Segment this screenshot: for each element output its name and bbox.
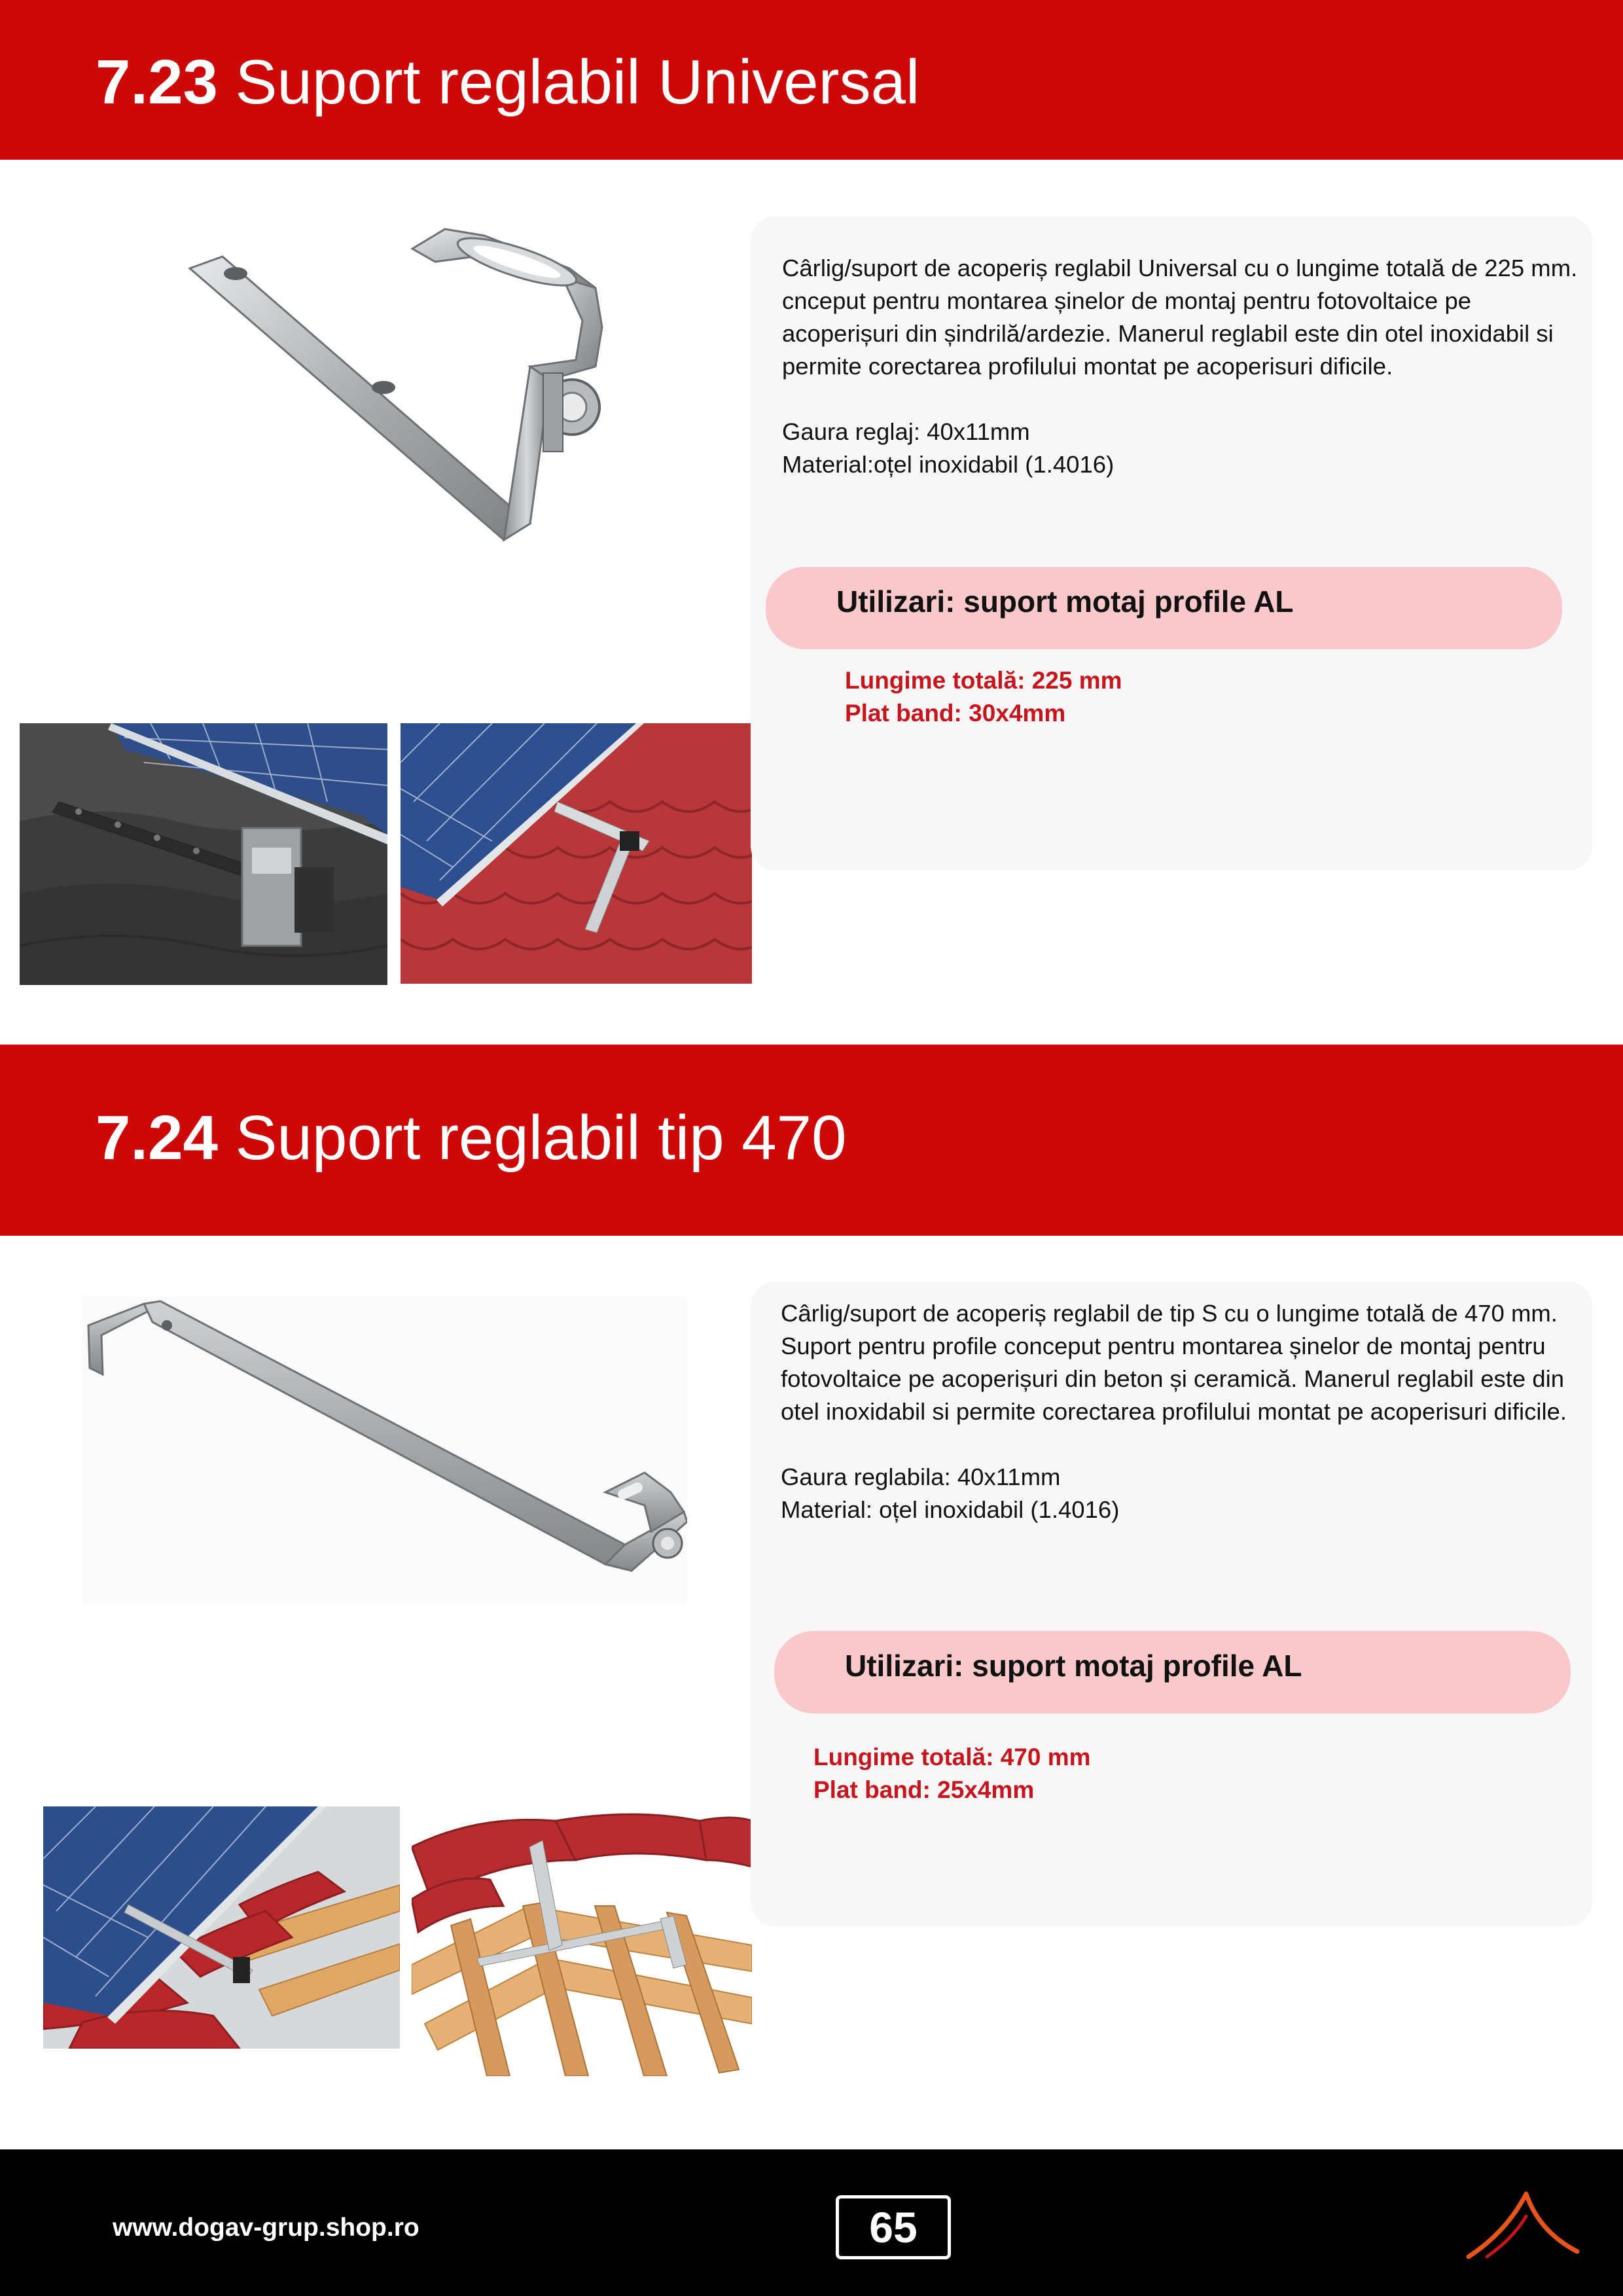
description-text-1: [782, 252, 1582, 481]
band-text-2: Plat band: 25x4mm: [813, 1776, 1035, 1803]
usage-pill-1: [766, 567, 1562, 649]
section-header-1: [0, 0, 1623, 160]
spec-hole-1: Gaura reglaj: 40x11mm: [782, 418, 1030, 445]
product-description-2: Cârlig/suport de acoperiș reglabil de tip S cu o lungime totală de 470 mm. Suport pentru profile conceput pentru montarea șinelor de montaj pentru fotovoltaice pe acoperișuri din beton și ceramică. Manerul reglabil este din otel inoxidabil si permite corectarea profilului montat pe acoperisuri dificile.: [781, 1300, 1567, 1425]
company-logo-icon: [1461, 2186, 1585, 2268]
length-text-2: Lungime totală: 470 mm: [813, 1744, 1091, 1770]
section-title-1: [96, 47, 920, 117]
section-header-2: [0, 1045, 1623, 1236]
spec-material-2: Material: oțel inoxidabil (1.4016): [781, 1496, 1120, 1523]
dimensions-1: [845, 664, 1122, 730]
usage-text-1: Utilizari: suport motaj profile AL: [836, 584, 1294, 619]
installation-photo-concrete-roof: [43, 1806, 400, 2049]
page-footer: [0, 2149, 1623, 2296]
product-image-universal-hook: [177, 216, 635, 556]
section-title-text-2: Suport reglabil tip 470: [235, 1103, 847, 1173]
section-number-1: 7.23: [96, 47, 218, 117]
band-text-1: Plat band: 30x4mm: [845, 700, 1066, 726]
dimensions-2: [813, 1741, 1091, 1806]
usage-text-2: Utilizari: suport motaj profile AL: [845, 1649, 1302, 1683]
installation-photo-tile-roof: [401, 723, 752, 984]
page-number: 65: [836, 2195, 951, 2259]
section-number-2: 7.24: [96, 1103, 218, 1173]
installation-photo-ceramic-roof: [412, 1808, 752, 2076]
product-description-1: Cârlig/suport de acoperiș reglabil Universal cu o lungime totală de 225 mm. cnceput pentru montarea șinelor de montaj pentru fotovoltaice pe acoperișuri din șindrilă/ardezie. Manerul reglabil este din otel inoxidabil si permite corectarea profilului montat pe acoperisuri dificile.: [782, 255, 1578, 380]
length-text-1: Lungime totală: 225 mm: [845, 667, 1122, 694]
spec-hole-2: Gaura reglabila: 40x11mm: [781, 1463, 1061, 1490]
installation-photo-slate-roof: [20, 723, 387, 985]
product-image-470-hook: [82, 1296, 687, 1604]
website-link[interactable]: www.dogav-grup.shop.ro: [113, 2214, 419, 2242]
section-title-text-1: Suport reglabil Universal: [235, 47, 920, 117]
usage-pill-2: [774, 1631, 1571, 1713]
section-title-2: [96, 1103, 847, 1173]
spec-material-1: Material:oțel inoxidabil (1.4016): [782, 451, 1115, 478]
description-text-2: [781, 1297, 1596, 1526]
